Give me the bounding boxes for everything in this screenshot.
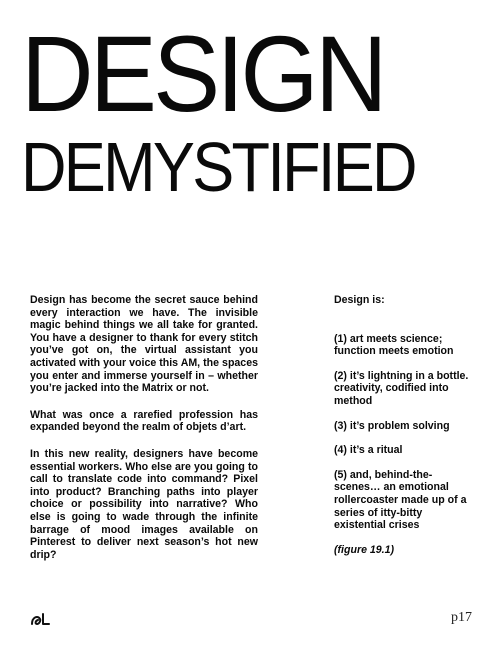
sidebar-column <box>334 294 474 556</box>
body-paragraph-3: In this new reality, designers have become essential workers. Who else are you going to call to translate code into command? Pixel into product? Branching paths into player choice or possibility into narrative? Who else is going to wade through the infinite barrage of mood images available on Pinterest to deliver next season’s hot new drip? <box>30 447 258 561</box>
sidebar-heading: Design is: <box>334 294 385 306</box>
sidebar-item-1: (1) art meets science; function meets emotion <box>334 332 454 358</box>
body-paragraph-1: Design has become the secret sauce behind every interaction we have. The invisible magic behind things we all take for granted. You have a designer to thank for every stitch you’ve got on, the virtual assistant you activated with your voice this AM, the spaces you enter and immerse yourself in – whether you’re jacked into the Matrix or not. <box>30 294 258 395</box>
page-number: p17 <box>451 610 472 625</box>
body-paragraph-2: What was once a rarefied profession has expanded beyond the realm of objets d’art. <box>30 408 258 434</box>
sidebar-item-3: (3) it’s problem solving <box>334 419 450 432</box>
sidebar-item-2: (2) it’s lightning in a bottle. creativity, codified into method <box>334 369 469 407</box>
sidebar-item-4: (4) it’s a ritual <box>334 444 403 457</box>
sidebar-item-5: (5) and, behind-the-scenes… an emotional rollercoaster made up of a series of itty-bitty existential crises <box>334 468 467 532</box>
sidebar-list <box>334 333 474 532</box>
page-title-line-1: DESIGN <box>21 13 384 134</box>
body-text-column <box>30 294 258 575</box>
figure-reference: (figure 19.1) <box>334 543 395 556</box>
brand-logo-icon <box>30 612 50 626</box>
page-title-line-2: DEMYSTIFIED <box>21 128 415 206</box>
